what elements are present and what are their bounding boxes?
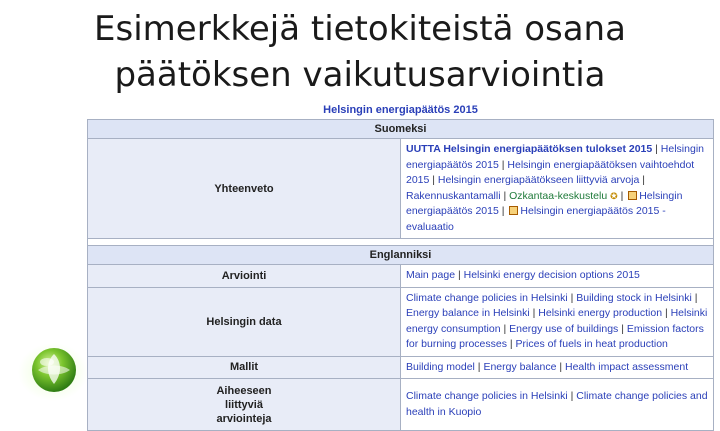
row-label-yhteenveto: Yhteenveto [88, 139, 401, 239]
link-energy-use-buildings[interactable]: Energy use of buildings [509, 322, 619, 335]
group-heading-suomeksi: Suomeksi [88, 120, 714, 139]
row-label-mallit: Mallit [88, 356, 401, 379]
link-decision-options[interactable]: Helsinki energy decision options 2015 [463, 269, 640, 281]
row-label-aiheeseen-line-2: liittyviä [225, 398, 263, 411]
row-cell-mallit: Building model | Energy balance | Health impact assessment [401, 356, 714, 379]
opasnet-icon [509, 206, 518, 215]
link-rakennuskantamalli[interactable]: Rakennuskantamalli [406, 189, 501, 202]
link-climate-policies[interactable]: Climate change policies in Helsinki [406, 291, 568, 304]
link-energy-balance[interactable]: Energy balance [483, 360, 557, 373]
link-evaluaatio[interactable]: Helsingin energiapäätös 2015 -evaluaatio [406, 205, 666, 233]
link-energiapaatos-2[interactable]: Helsingin energiapäätös 2015 [406, 189, 683, 217]
link-kuopio[interactable]: Climate change policies and health in Kuopio [406, 390, 708, 418]
star-icon: ✪ [610, 190, 618, 201]
link-climate-policies-2[interactable]: Climate change policies in Helsinki [406, 390, 568, 402]
group-heading-englanniksi: Englanniksi [88, 246, 714, 265]
link-building-stock[interactable]: Building stock in Helsinki [576, 291, 692, 304]
navbox [87, 101, 714, 425]
link-emission-factors[interactable]: Emission factors for burning processes [406, 322, 704, 350]
row-cell-arviointi: Main page | Helsinki energy decision options 2015 [401, 265, 714, 288]
row-label-aiheeseen-line-1: Aiheeseen [216, 384, 272, 397]
row-label-arviointi: Arviointi [88, 265, 401, 288]
navbox-title-link[interactable]: Helsingin energiapäätös 2015 [323, 104, 478, 116]
row-label-aiheeseen [88, 379, 401, 431]
link-energy-consumption[interactable]: Helsinki energy consumption [406, 307, 708, 335]
link-main-page[interactable]: Main page [406, 269, 456, 281]
link-energiapaatos[interactable]: Helsingin energiapäätös 2015 [406, 143, 704, 171]
link-building-model[interactable]: Building model [406, 360, 475, 373]
link-energy-production[interactable]: Helsinki energy production [538, 307, 663, 319]
opasnet-icon [628, 191, 637, 200]
slide-title-line-1: Esimerkkejä tietokiteistä osana [94, 9, 626, 49]
row-label-helsingin-data: Helsingin data [88, 287, 401, 356]
navbox-table [87, 119, 714, 431]
link-keskustelu[interactable]: Ozkantaa-keskustelu [509, 189, 608, 202]
link-tulokset[interactable]: UUTTA Helsingin energiapäätöksen tulokset 2015 [406, 143, 653, 155]
link-energy-balance-helsinki[interactable]: Energy balance in Helsinki [406, 307, 530, 319]
spacer [88, 239, 714, 246]
navbox-title[interactable] [87, 101, 714, 119]
row-cell-yhteenveto: UUTTA Helsingin energiapäätöksen tulokset 2015 | Helsingin energiapäätös 2015 | Helsingin energiapäätöksen vaihtoehdot 2015 | Helsingin energiapäätökseen liittyviä arvoja | Rakennuskantamalli | Ozkantaa-keskustelu ✪ | Helsingin energiapäätös 2015 | Helsingin energiapäätös 2015 -evaluaatio [401, 139, 714, 239]
slide-title-line-2: päätöksen vaikutusarviointia [114, 55, 606, 95]
row-cell-helsingin-data: Climate change policies in Helsinki | Building stock in Helsinki | Energy balance in Helsinki | Helsinki energy production | Helsinki energy consumption | Energy use of buildings | Emission factors for burning processes | Prices of fuels in heat production [401, 287, 714, 356]
row-cell-aiheeseen: Climate change policies in Helsinki | Climate change policies and health in Kuopio [401, 379, 714, 431]
slide-title [60, 6, 660, 98]
link-fuel-prices[interactable]: Prices of fuels in heat production [515, 338, 668, 350]
link-arvoja[interactable]: Helsingin energiapäätökseen liittyviä arvoja [437, 174, 640, 186]
green-orb-logo [16, 340, 90, 402]
row-label-aiheeseen-line-3: arviointeja [216, 412, 272, 425]
link-vaihtoehdot[interactable]: Helsingin energiapäätöksen vaihtoehdot 2015 [406, 158, 695, 186]
link-health-impact[interactable]: Health impact assessment [564, 360, 689, 373]
